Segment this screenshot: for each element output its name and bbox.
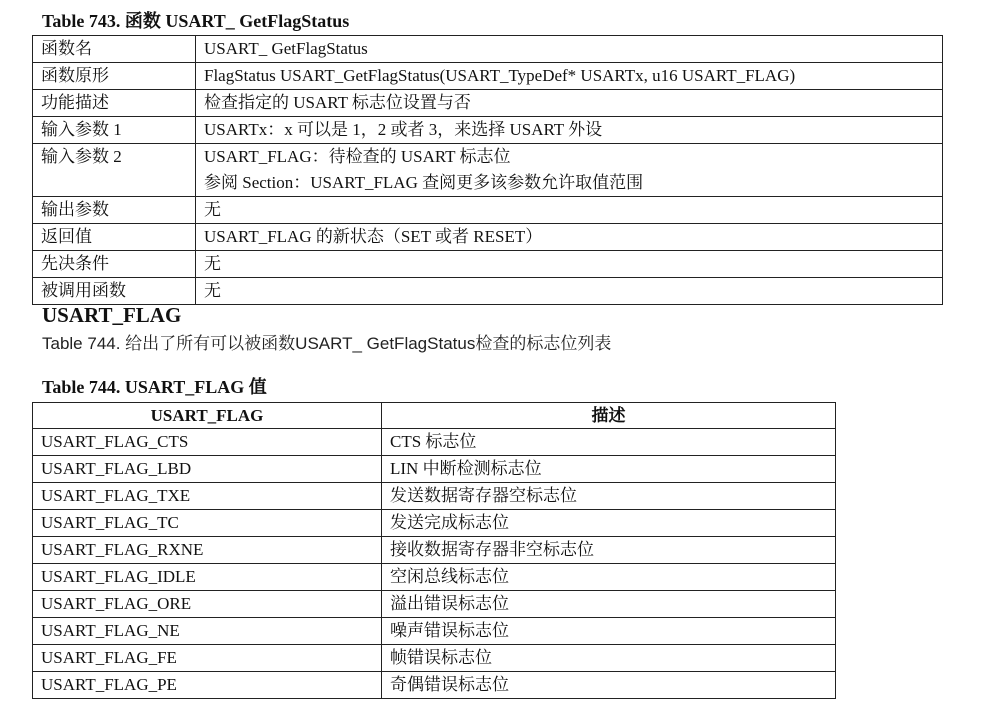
table-row (33, 672, 836, 699)
table-row (33, 483, 836, 510)
row-value (196, 90, 943, 117)
table-row (33, 197, 943, 224)
flag-description-cell: CTS 标志位 (382, 429, 836, 456)
flag-description-cell: 空闲总线标志位 (382, 564, 836, 591)
table-row (33, 537, 836, 564)
row-label: 输入参数 1 (33, 117, 196, 144)
table-row (33, 144, 943, 197)
row-value (196, 251, 943, 278)
flag-name-cell: USART_FLAG_RXNE (33, 537, 382, 564)
row-value-line: 检查指定的 USART 标志位设置与否 (204, 93, 471, 112)
flag-name-cell: USART_FLAG_CTS (33, 429, 382, 456)
row-value (196, 117, 943, 144)
row-value-line: USART_ GetFlagStatus (204, 39, 368, 58)
row-value-line: USARTx：x 可以是 1，2 或者 3，来选择 USART 外设 (204, 120, 603, 139)
table-743-caption: Table 743. 函数 USART_ GetFlagStatus (42, 11, 350, 31)
table-row (33, 618, 836, 645)
row-value (196, 144, 943, 197)
table-row (33, 564, 836, 591)
row-label: 输出参数 (33, 197, 196, 224)
row-label: 返回值 (33, 224, 196, 251)
table-row (33, 429, 836, 456)
flag-description-cell: 帧错误标志位 (382, 645, 836, 672)
row-value-line: FlagStatus USART_GetFlagStatus(USART_TypeDef* USARTx, u16 USART_FLAG) (204, 66, 796, 85)
flag-description-cell: 奇偶错误标志位 (382, 672, 836, 699)
flag-name-cell: USART_FLAG_PE (33, 672, 382, 699)
table-row (33, 278, 943, 305)
section-paragraph: Table 744. 给出了所有可以被函数USART_ GetFlagStatus检查的标志位列表 (42, 334, 612, 353)
table-row (33, 591, 836, 618)
flag-name-cell: USART_FLAG_ORE (33, 591, 382, 618)
table-row (33, 251, 943, 278)
row-label: 函数名 (33, 36, 196, 63)
column-header-description: 描述 (382, 403, 836, 429)
row-label: 功能描述 (33, 90, 196, 117)
flag-description-cell: 发送数据寄存器空标志位 (382, 483, 836, 510)
row-value-line: 无 (204, 281, 221, 300)
row-value (196, 197, 943, 224)
row-label: 被调用函数 (33, 278, 196, 305)
flag-description-cell: 溢出错误标志位 (382, 591, 836, 618)
flag-description-cell: 发送完成标志位 (382, 510, 836, 537)
row-value-line: 无 (204, 200, 221, 219)
row-value (196, 63, 943, 90)
table-header-row (33, 403, 836, 429)
row-label: 函数原形 (33, 63, 196, 90)
table-row (33, 224, 943, 251)
row-label: 先决条件 (33, 251, 196, 278)
section-heading: USART_FLAG (42, 303, 182, 327)
flag-description-cell: LIN 中断检测标志位 (382, 456, 836, 483)
table-row (33, 90, 943, 117)
row-value (196, 278, 943, 305)
table-row (33, 456, 836, 483)
flag-name-cell: USART_FLAG_TXE (33, 483, 382, 510)
row-value-line: USART_FLAG 的新状态（SET 或者 RESET） (204, 227, 543, 246)
usart-flag-values-table (32, 402, 836, 699)
flag-name-cell: USART_FLAG_IDLE (33, 564, 382, 591)
row-value-line: 无 (204, 254, 221, 273)
table-744-caption: Table 744. USART_FLAG 值 (42, 377, 267, 397)
row-label: 输入参数 2 (33, 144, 196, 197)
table-row (33, 645, 836, 672)
row-value-line: USART_FLAG：待检查的 USART 标志位 (204, 147, 511, 166)
table-row (33, 510, 836, 537)
function-description-table (32, 35, 943, 305)
table-row (33, 63, 943, 90)
row-value (196, 224, 943, 251)
flag-name-cell: USART_FLAG_FE (33, 645, 382, 672)
table-row (33, 117, 943, 144)
row-value (196, 36, 943, 63)
flag-name-cell: USART_FLAG_TC (33, 510, 382, 537)
flag-name-cell: USART_FLAG_LBD (33, 456, 382, 483)
flag-description-cell: 噪声错误标志位 (382, 618, 836, 645)
row-value-line: 参阅 Section：USART_FLAG 查阅更多该参数允许取值范围 (204, 173, 644, 192)
flag-name-cell: USART_FLAG_NE (33, 618, 382, 645)
column-header-flag: USART_FLAG (33, 403, 382, 429)
table-row (33, 36, 943, 63)
flag-description-cell: 接收数据寄存器非空标志位 (382, 537, 836, 564)
